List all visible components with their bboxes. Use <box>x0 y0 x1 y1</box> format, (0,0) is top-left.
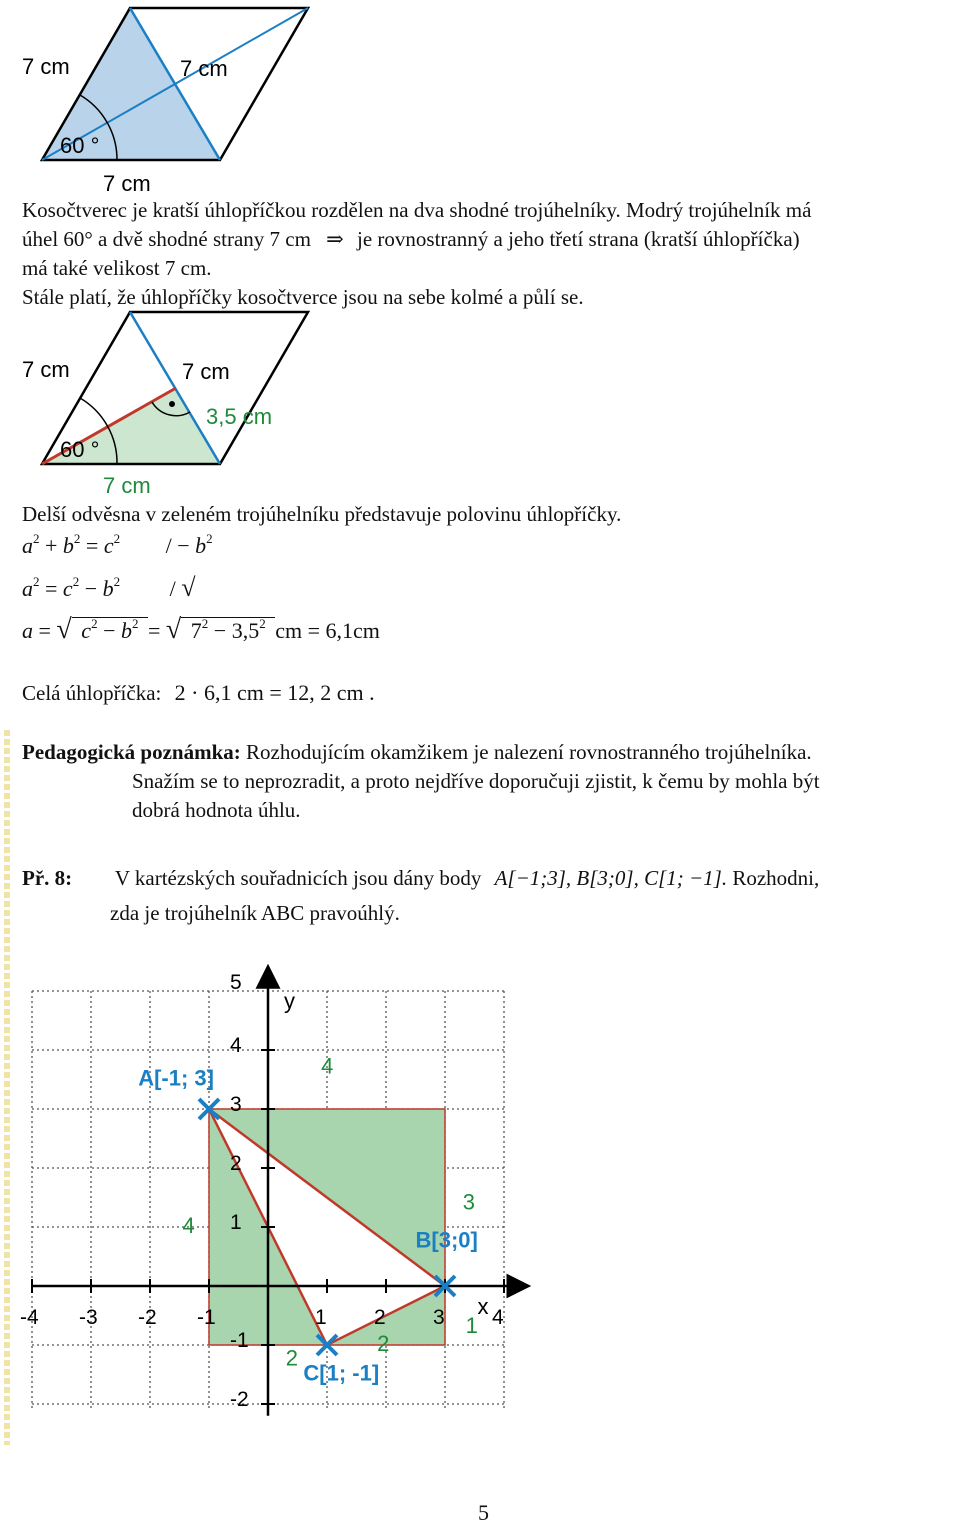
label-point-C: C[1; -1] <box>303 1360 380 1386</box>
total-diagonal <box>22 678 375 708</box>
eq2-c-sq: 2 <box>72 574 80 589</box>
coordinate-graph <box>0 960 960 1440</box>
y-tick-label: 3 <box>230 1093 242 1116</box>
point-C: C[1; −1]. <box>644 866 728 890</box>
eq3-half: 3,5 <box>231 618 260 643</box>
y-tick-label: -2 <box>230 1388 249 1411</box>
x-tick-label: 3 <box>433 1306 445 1329</box>
example-label: Př. 8: <box>22 866 73 890</box>
x-tick-label: -3 <box>79 1306 98 1329</box>
eq2-root: √ <box>181 573 196 602</box>
paragraph-1-line-2a: úhel 60° a dvě shodné strany 7 cm <box>22 227 311 251</box>
example-line-2: zda je trojúhelník ABC pravoúhlý. <box>110 901 400 925</box>
note-line-2: Snažím se to neprozradit, a proto nejdříve doporučuji zjistit, k čemu by mohla být <box>132 769 820 793</box>
eq3-seven: 7 <box>190 618 202 643</box>
example-line-1a: V kartézských souřadnicích jsou dány body <box>114 866 482 890</box>
eq2-op: / <box>169 576 176 601</box>
x-tick-label: 1 <box>315 1306 327 1329</box>
length-right-small: 1 <box>465 1313 478 1339</box>
total-label: Celá úhlopříčka: <box>22 681 162 705</box>
eq3-unit: cm <box>275 618 303 643</box>
eq1-op: / − <box>165 533 190 558</box>
y-axis-label: y <box>284 988 295 1014</box>
label-point-A: A[-1; 3] <box>138 1065 214 1091</box>
note-line-1 <box>22 738 952 767</box>
example-line-1b: Rozhodni, <box>732 866 820 890</box>
paragraph-1-line-1: Kosočtverec je kratší úhlopříčkou rozdělen na dva shodné trojúhelníky. Modrý trojúhelník má <box>22 198 812 222</box>
rhombus-figure-2 <box>0 300 960 505</box>
eq2-b-sq: 2 <box>113 574 121 589</box>
label-bottom-side: 7 cm <box>103 171 151 196</box>
y-tick-label: 5 <box>230 971 242 994</box>
eq3-eq: = <box>38 618 51 643</box>
eq1-a: a <box>22 533 33 558</box>
eq3-a: a <box>22 618 33 643</box>
note-line-1-text: Rozhodujícím okamžikem je nalezení rovnostranného trojúhelníka. <box>246 740 812 764</box>
paragraph-1-line-2b: je rovnostranný a jeho třetí strana (kratší úhlopříčka) <box>357 227 800 251</box>
eq1-a-sq: 2 <box>33 531 40 546</box>
rhombus-figure-1 <box>0 0 960 200</box>
eq3-minus2: − <box>213 618 227 643</box>
label-left-side-2: 7 cm <box>22 357 70 382</box>
eq3-minus: − <box>103 618 116 643</box>
note-label: Pedagogická poznámka: <box>22 740 241 764</box>
page-number: 5 <box>478 1500 489 1525</box>
label-left-side: 7 cm <box>22 54 70 79</box>
y-tick-label: 1 <box>230 1211 242 1234</box>
point-B: B[3;0], <box>576 866 639 890</box>
label-half-diagonal: 3,5 cm <box>206 404 273 429</box>
length-right: 3 <box>462 1189 475 1215</box>
eq3-eq3: = <box>307 618 321 643</box>
note-line-3: dobrá hodnota úhlu. <box>132 798 301 822</box>
label-top-side-2: 7 cm <box>182 359 230 384</box>
eq1-b-sq: 2 <box>73 531 81 546</box>
eq1-c: c <box>103 533 114 558</box>
equation-2 <box>22 573 196 603</box>
eq3-b-sq: 2 <box>131 616 139 631</box>
x-axis-label: x <box>477 1294 489 1319</box>
length-top: 4 <box>321 1053 334 1079</box>
eq2-a: a <box>22 576 33 601</box>
pedagogical-note <box>22 738 952 825</box>
equation-1 <box>22 533 213 559</box>
label-bottom-side-2: 7 cm <box>103 473 151 498</box>
total-expression: 2 · 6,1 cm = 12, 2 cm . <box>174 680 375 705</box>
implies-arrow: ⇒ <box>326 227 344 251</box>
label-angle: 60 ° <box>60 133 100 158</box>
eq1-opvar-sq: 2 <box>206 531 213 546</box>
paragraph-1-line-3: má také velikost 7 cm. <box>22 256 212 280</box>
example-line-1 <box>22 864 952 893</box>
label-top-side: 7 cm <box>180 56 228 81</box>
eq3-half-sq: 2 <box>259 616 266 631</box>
right-angle-dot <box>169 401 175 407</box>
example-8 <box>22 864 952 928</box>
length-bottom-left: 2 <box>285 1345 298 1371</box>
x-tick-label: -2 <box>138 1306 157 1329</box>
label-angle-2: 60 ° <box>60 437 100 462</box>
eq2-b: b <box>102 576 114 601</box>
paragraph-1-line-2 <box>22 225 952 254</box>
point-A: A[−1;3], <box>494 866 572 890</box>
label-point-B: B[3;0] <box>415 1227 478 1253</box>
x-tick-label: 2 <box>374 1306 386 1329</box>
y-tick-label: 2 <box>230 1152 242 1175</box>
paragraph-2: Delší odvěsna v zeleném trojúhelníku představuje polovinu úhlopříčky. <box>22 502 622 526</box>
length-left: 4 <box>182 1212 195 1238</box>
eq1-plus: + <box>45 533 58 558</box>
eq2-minus: − <box>84 576 98 601</box>
eq3-c: c <box>81 618 92 643</box>
x-tick-label: -1 <box>197 1306 216 1329</box>
eq3-seven-sq: 2 <box>201 616 209 631</box>
eq2-c: c <box>62 576 73 601</box>
x-tick-label: 4 <box>492 1306 504 1329</box>
eq2-eq: = <box>45 576 58 601</box>
eq1-opvar: b <box>195 533 207 558</box>
eq3-eq2: = <box>147 618 161 643</box>
equation-3: a = √ $c^2 - b^2$ = √ $7^2 - 3,5^2$ cm = 6,1cm <box>22 614 380 645</box>
eq3-b: b <box>120 618 132 643</box>
eq1-eq: = <box>85 533 99 558</box>
eq3-c-sq: 2 <box>91 616 98 631</box>
eq3-result: 6,1cm <box>325 618 380 643</box>
eq1-b: b <box>62 533 74 558</box>
paragraph-1-line-4: Stále platí, že úhlopříčky kosočtverce jsou na sebe kolmé a půlí se. <box>22 285 584 309</box>
paragraph-1 <box>22 196 952 312</box>
y-tick-label: -1 <box>230 1329 249 1352</box>
length-bottom-right: 2 <box>377 1330 390 1356</box>
eq1-c-sq: 2 <box>113 531 121 546</box>
x-tick-label: -4 <box>20 1306 39 1329</box>
y-tick-label: 4 <box>230 1034 242 1057</box>
eq2-a-sq: 2 <box>33 574 40 589</box>
